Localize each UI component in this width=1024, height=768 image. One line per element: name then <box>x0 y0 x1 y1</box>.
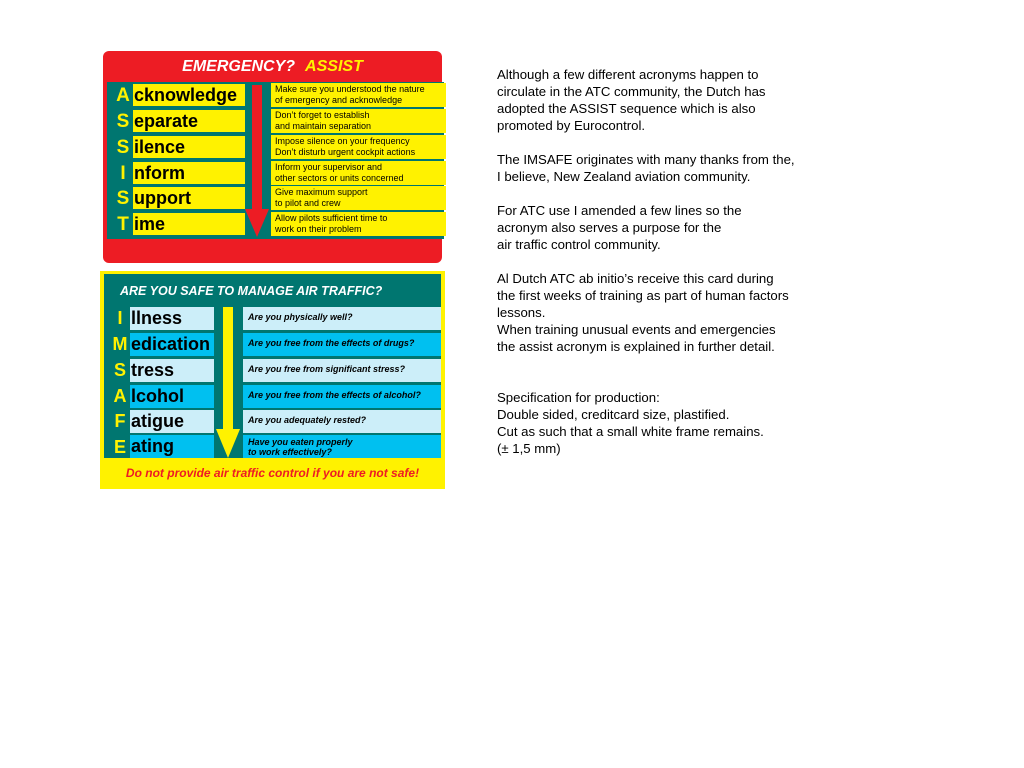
yellow-down-arrow-icon <box>216 307 240 458</box>
text-line: Al Dutch ATC ab initio’s receive this card during <box>497 271 774 286</box>
imsafe-letter: A <box>113 386 127 406</box>
assist-letter: S <box>116 111 130 132</box>
imsafe-word: llness <box>130 307 214 330</box>
assist-desc-line: Inform your supervisor and <box>275 162 383 172</box>
imsafe-footer-warning: Do not provide air traffic control if you are not safe! <box>108 462 437 484</box>
text-line: Specification for production: <box>497 390 660 405</box>
title-emergency: EMERGENCY? <box>182 58 296 75</box>
assist-desc-line: Make sure you understood the nature <box>275 84 425 94</box>
imsafe-card <box>100 271 445 489</box>
assist-letter: I <box>120 163 126 184</box>
imsafe-question-line: Are you physically well? <box>248 312 353 322</box>
title-assist: ASSIST <box>305 58 363 75</box>
text-line: I believe, New Zealand aviation community. <box>497 169 751 184</box>
imsafe-word: atigue <box>130 410 214 433</box>
imsafe-question <box>243 333 441 356</box>
text-line: For ATC use I amended a few lines so the <box>497 203 742 218</box>
assist-card-title <box>103 56 442 78</box>
imsafe-letter: E <box>113 437 126 457</box>
assist-desc-line: other sectors or units concerned <box>275 173 404 183</box>
assist-desc-line: Allow pilots sufficient time to <box>275 213 388 223</box>
assist-desc <box>271 161 446 185</box>
assist-card <box>100 48 445 266</box>
imsafe-question <box>243 410 441 433</box>
imsafe-question-line: Are you free from the effects of alcohol? <box>248 390 421 400</box>
imsafe-panel <box>104 274 441 458</box>
imsafe-question <box>243 307 441 330</box>
text-line: (± 1,5 mm) <box>497 441 561 456</box>
red-down-arrow-icon <box>245 85 269 237</box>
text-line: adopted the ASSIST sequence which is also <box>497 101 756 116</box>
imsafe-question-line: Are you free from the effects of drugs? <box>248 338 415 348</box>
text-line: Although a few different acronyms happen to <box>497 67 759 82</box>
assist-desc-line: and maintain separation <box>275 121 372 131</box>
imsafe-letter: F <box>114 411 126 431</box>
assist-desc-line: Impose silence on your frequency <box>275 136 410 146</box>
assist-word: upport <box>133 187 245 209</box>
assist-letter: S <box>116 188 130 209</box>
description-text <box>497 66 827 457</box>
assist-desc <box>271 109 446 133</box>
imsafe-question-line: Are you free from significant stress? <box>248 364 406 374</box>
text-line: Double sided, creditcard size, plastified. <box>497 407 730 422</box>
assist-word: ime <box>133 213 245 235</box>
assist-desc-line: work on their problem <box>275 224 362 234</box>
assist-word: eparate <box>133 110 245 132</box>
assist-desc <box>271 135 446 159</box>
assist-word: nform <box>133 162 245 184</box>
text-line: lessons. <box>497 305 546 320</box>
imsafe-question <box>243 435 441 458</box>
imsafe-question-line: to work effectively? <box>248 447 332 457</box>
assist-panel <box>107 82 444 239</box>
imsafe-question <box>243 359 441 382</box>
paragraph-training <box>497 270 827 355</box>
assist-desc <box>271 212 446 236</box>
assist-letter: S <box>116 137 130 158</box>
assist-desc <box>271 186 446 210</box>
assist-desc-line: Don’t disturb urgent cockpit actions <box>275 147 416 157</box>
text-line: Cut as such that a small white frame remains. <box>497 424 764 439</box>
imsafe-word: tress <box>130 359 214 382</box>
text-line: The IMSAFE originates with many thanks from the, <box>497 152 795 167</box>
text-line: the assist acronym is explained in further detail. <box>497 339 775 354</box>
paragraph-imsafe-origin <box>497 151 827 185</box>
assist-desc-line: Give maximum support <box>275 187 368 197</box>
text-line: air traffic control community. <box>497 237 661 252</box>
paragraph-atc-use <box>497 202 827 253</box>
text-line: circulate in the ATC community, the Dutch has <box>497 84 766 99</box>
imsafe-word: edication <box>130 333 214 356</box>
assist-letter: A <box>116 85 130 106</box>
imsafe-letter: S <box>113 360 126 380</box>
text-line: promoted by Eurocontrol. <box>497 118 646 133</box>
imsafe-letter: M <box>112 334 128 354</box>
imsafe-word: ating <box>130 435 214 458</box>
paragraph-specification <box>497 389 827 457</box>
assist-card-frame <box>103 51 442 263</box>
imsafe-question-line: Have you eaten properly <box>248 437 353 447</box>
assist-word: cknowledge <box>133 84 245 106</box>
assist-desc-line: to pilot and crew <box>275 198 341 208</box>
imsafe-word: lcohol <box>130 385 214 408</box>
text-line: When training unusual events and emergencies <box>497 322 776 337</box>
imsafe-question <box>243 385 441 408</box>
imsafe-letter: I <box>117 308 123 328</box>
assist-desc <box>271 83 446 107</box>
assist-letter: T <box>117 214 129 235</box>
imsafe-card-title: ARE YOU SAFE TO MANAGE AIR TRAFFIC? <box>120 284 383 298</box>
text-line: the first weeks of training as part of human factors <box>497 288 789 303</box>
assist-desc-line: Don’t forget to establish <box>275 110 370 120</box>
assist-word: ilence <box>133 136 245 158</box>
assist-desc-line: of emergency and acknowledge <box>275 95 403 105</box>
text-line: acronym also serves a purpose for the <box>497 220 722 235</box>
paragraph-acronyms <box>497 66 827 134</box>
imsafe-question-line: Are you adequately rested? <box>248 415 367 425</box>
